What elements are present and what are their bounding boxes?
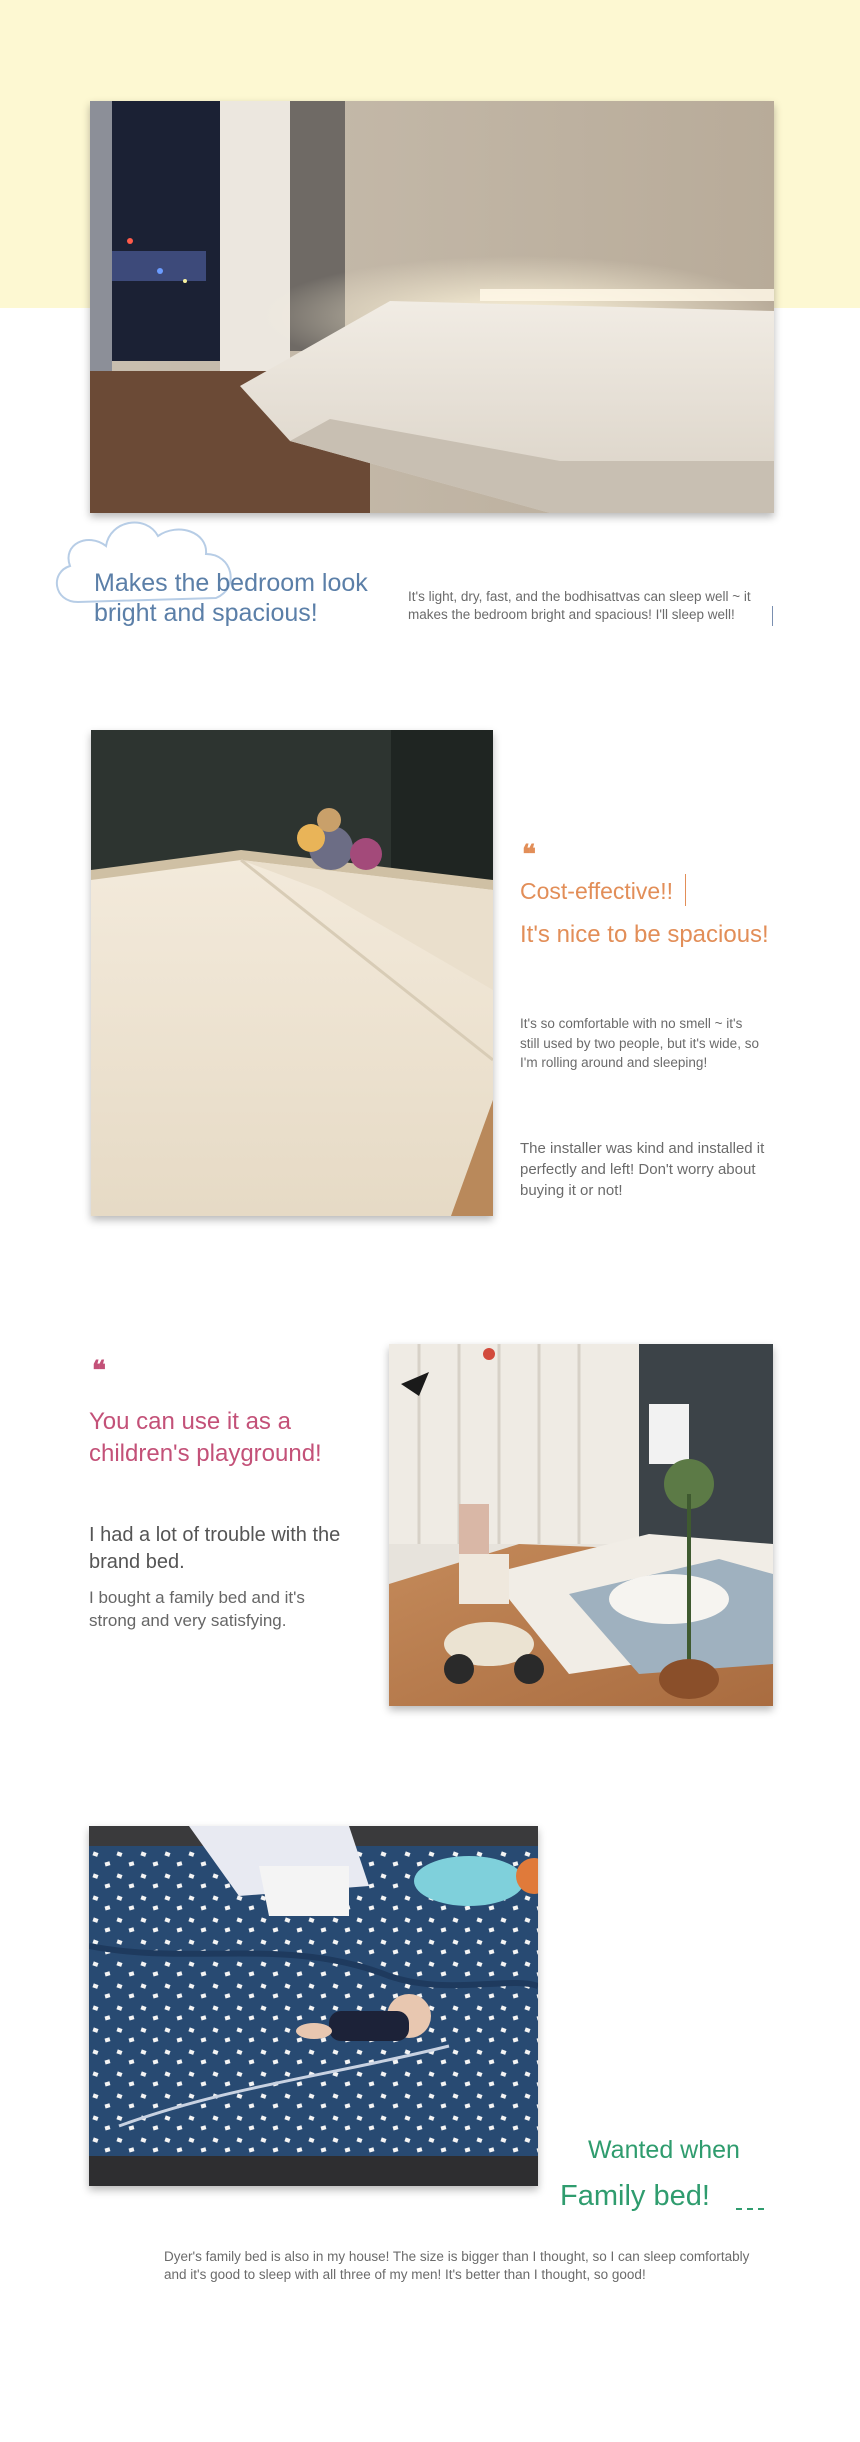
section3-title: You can use it as a children's playground! <box>89 1408 322 1467</box>
section2-heading-primary: Cost-effective!! <box>520 878 673 904</box>
quote-mark-icon: ❝ <box>522 840 536 870</box>
section4-heading-primary: Wanted when <box>588 2136 740 2164</box>
section1-description: It's light, dry, fast, and the bodhisattvas can sleep well ~ it makes the bedroom bright and spacious! I'll sleep well! <box>408 589 751 622</box>
quote-mark-icon: ❝ <box>92 1356 106 1386</box>
family-bed-photo <box>89 1826 538 2186</box>
section1-title: Makes the bedroom look bright and spacious! <box>94 569 368 627</box>
playroom-photo <box>389 1344 773 1706</box>
section3-paragraph-trouble: I had a lot of trouble with the brand bed. <box>89 1524 341 1573</box>
bedroom-photo <box>90 101 774 513</box>
section4-heading-secondary: Family bed! <box>560 2180 710 2212</box>
section4-description: Dyer's family bed is also in my house! The size is bigger than I thought, so I can sleep comfortably and it's good to sleep with all three of my men! It's better than I thought, so good! <box>164 2249 750 2282</box>
section2-paragraph-installer: The installer was kind and installed it perfectly and left! Don't worry about buying it or not! <box>520 1140 765 1199</box>
text-cursor-divider <box>772 606 773 626</box>
section2-heading-secondary: It's nice to be spacious! <box>520 921 769 948</box>
dashed-underline-decoration <box>736 2208 764 2210</box>
mattress-photo <box>91 730 493 1216</box>
section2-paragraph-comfort: It's so comfortable with no smell ~ it's still used by two people, but it's wide, so I'm rolling around and sleeping! <box>520 1016 759 1070</box>
text-cursor-divider <box>685 874 686 906</box>
section3-paragraph-satisfied: I bought a family bed and it's strong and very satisfying. <box>89 1588 305 1630</box>
